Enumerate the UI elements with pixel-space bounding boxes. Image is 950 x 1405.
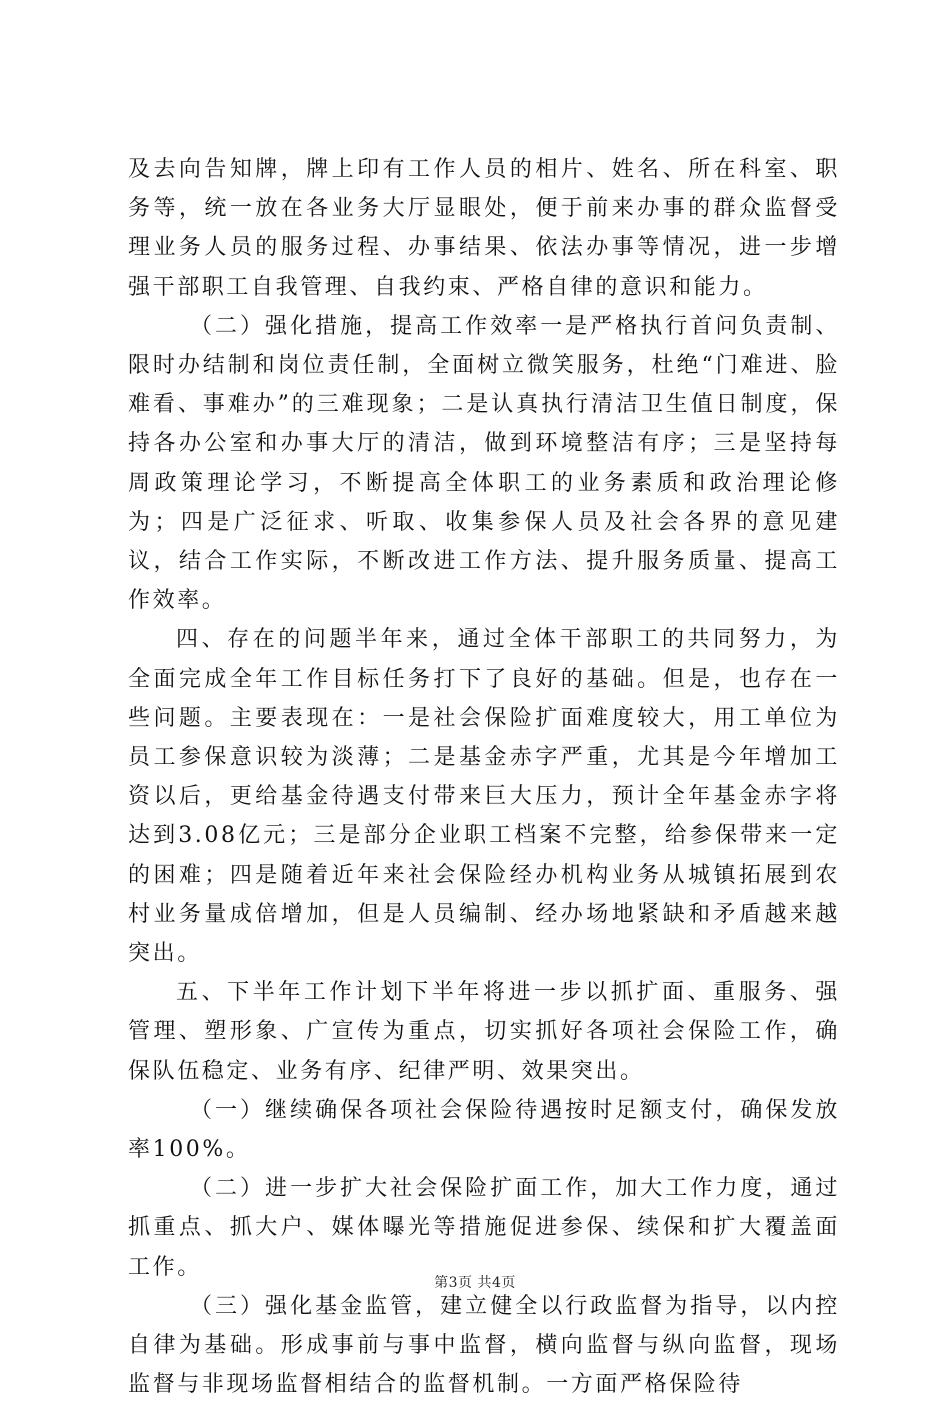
paragraph-plan-item-2: （二）进一步扩大社会保险扩面工作，加大工作力度，通过抓重点、抓大户、媒体曝光等措施促进参保、续保和扩大覆盖面工作。 [128, 1176, 840, 1280]
paragraph-plan: 五、下半年工作计划下半年将进一步以抓扩面、重服务、强管理、塑形象、广宣传为重点，切实抓好各项社会保险工作，确保队伍稳定、业务有序、纪律严明、效果突出。 [128, 980, 840, 1084]
paragraph-plan-item-1: （一）继续确保各项社会保险待遇按时足额支付，确保发放率100%。 [128, 1097, 840, 1163]
document-body [128, 150, 840, 1405]
paragraph-plan-item-3: （三）强化基金监管，建立健全以行政监督为指导，以内控自律为基础。形成事前与事中监督，横向监督与纵向监督，现场监督与非现场监督相结合的监督机制。一方面严格保险待 [128, 1293, 840, 1398]
page-footer: 第3页 共4页 [434, 1275, 516, 1291]
paragraph-measures: （二）强化措施，提高工作效率一是严格执行首问负责制、限时办结制和岗位责任制，全面树立微笑服务，杜绝“门难进、脸难看、事难办”的三难现象；二是认真执行清洁卫生值日制度，保持各办公室和办事大厅的清洁，做到环境整洁有序；三是坚持每周政策理论学习，不断提高全体职工的业务素质和政治理论修为；四是广泛征求、听取、收集参保人员及社会各界的意见建议，结合工作实际，不断改进工作方法、提升服务质量、提高工作效率。 [128, 313, 840, 614]
paragraph-continued: 及去向告知牌，牌上印有工作人员的相片、姓名、所在科室、职务等，统一放在各业务大厅显眼处，便于前来办事的群众监督受理业务人员的服务过程、办事结果、依法办事等情况，进一步增强干部职工自我管理、自我约束、严格自律的意识和能力。 [128, 157, 840, 300]
paragraph-problems: 四、存在的问题半年来，通过全体干部职工的共同努力，为全面完成全年工作目标任务打下了良好的基础。但是，也存在一些问题。主要表现在：一是社会保险扩面难度较大，用工单位为员工参保意识较为淡薄；二是基金赤字严重，尤其是今年增加工资以后，更给基金待遇支付带来巨大压力，预计全年基金赤字将达到3.08亿元；三是部分企业职工档案不完整，给参保带来一定的困难；四是随着近年来社会保险经办机构业务从城镇拓展到农村业务量成倍增加，但是人员编制、经办场地紧缺和矛盾越来越突出。 [128, 627, 840, 967]
